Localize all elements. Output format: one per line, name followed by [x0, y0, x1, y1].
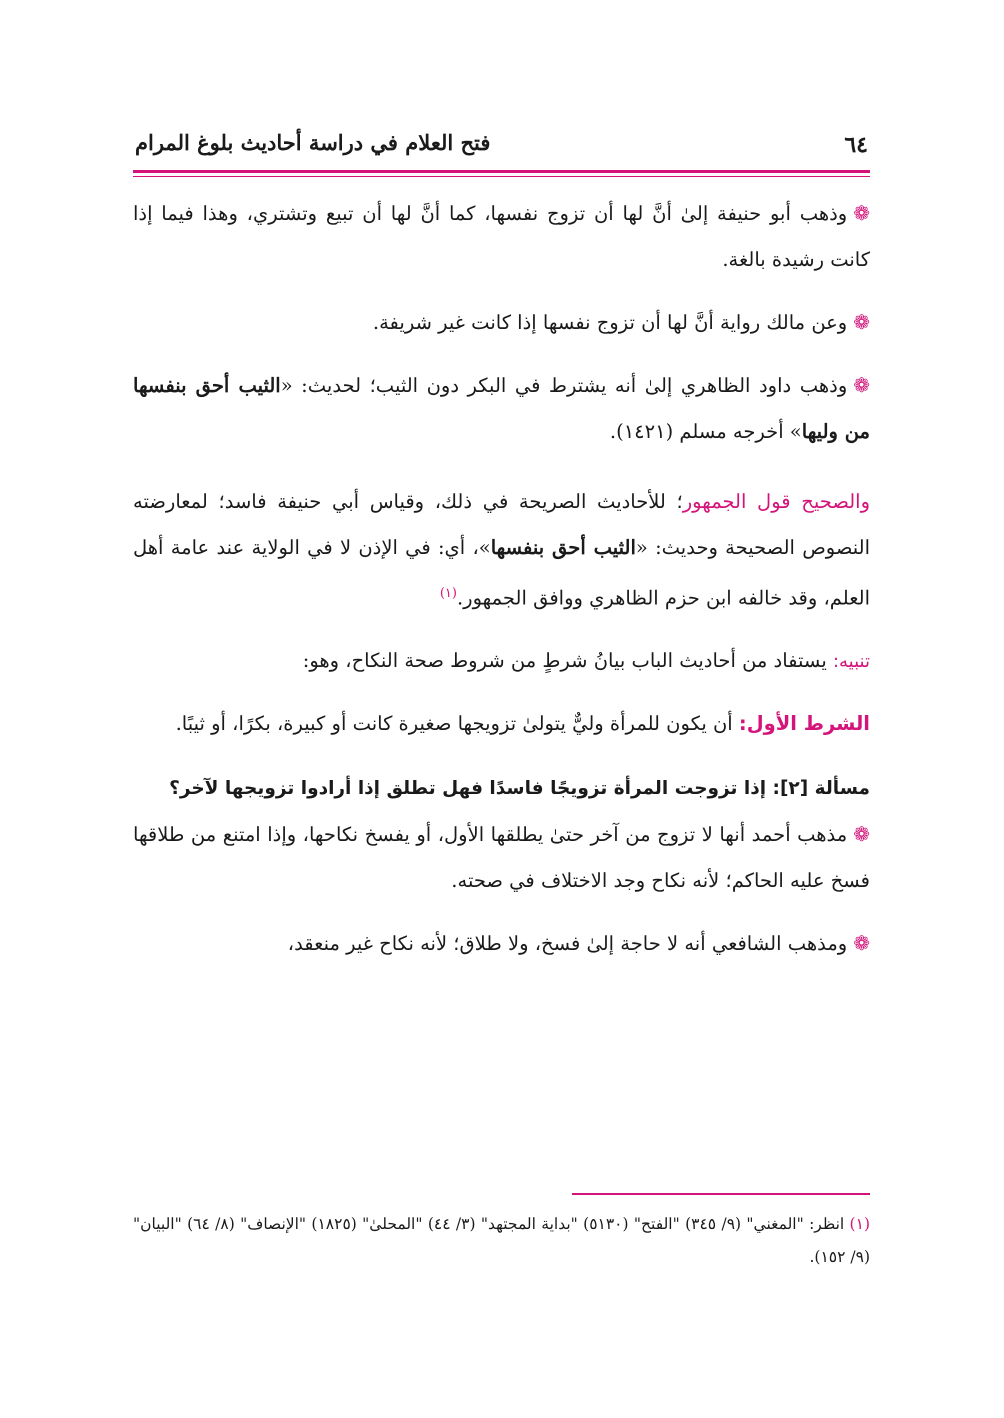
paragraph-text: وذهب داود الظاهري إلىٰ أنه يشترط في البكر دون الثيب؛ لحديث: « — [280, 374, 848, 397]
paragraph-text: ومذهب الشافعي أنه لا حاجة إلىٰ فسخ، ولا طلاق؛ لأنه نكاح غير منعقد، — [287, 931, 848, 955]
header-rule-thin — [133, 176, 870, 177]
verdict-lead: والصحيح قول الجمهور — [682, 490, 871, 513]
tanbih-label: تنبيه: — [832, 650, 870, 672]
paragraph-text: ؛ للأحاديث الصريحة في ذلك، وقياس أبي حنيفة فاسد؛ لمعارضته النصوص الصحيحة وحديث: « — [133, 490, 871, 559]
condition-label: الشرط الأول: — [738, 711, 870, 735]
paragraph-text: »، أي: في الإذن لا في الولاية عند عامة أهل العلم، وقد خالفه ابن حزم الظاهري ووافق الجمهور. — [133, 536, 870, 610]
paragraph-tanbih — [133, 638, 870, 685]
paragraph-abu-hanifa — [133, 190, 870, 283]
paragraph-condition-one — [133, 701, 870, 747]
paragraph-dawud — [133, 362, 870, 455]
paragraph-shafii — [133, 920, 870, 967]
flower-icon: ❁ — [853, 930, 870, 955]
paragraph-text: وعن مالك رواية أنَّ لها أن تزوج نفسها إذا كانت غير شريفة. — [372, 311, 848, 334]
hadith-quote: الثيب أحق بنفسها من وليها — [133, 374, 870, 443]
header-rule-thick — [133, 170, 870, 173]
paragraph-sahih — [133, 479, 870, 622]
flower-icon: ❁ — [853, 821, 870, 846]
paragraph-text: مذهب أحمد أنها لا تزوج من آخر حتىٰ يطلقها الأول، أو يفسخ نكاحها، وإذا امتنع من طلاقها فسخ عليه الحاكم؛ لأنه نكاح وجد الاختلاف في صحته. — [133, 822, 870, 892]
hadith-quote: الثيب أحق بنفسها — [490, 536, 636, 559]
book-page — [133, 118, 871, 1266]
paragraph-text: أن يكون للمرأة وليٌّ يتولىٰ تزويجها صغيرة كانت أو كبيرة، بكرًا، أو ثيبًا. — [175, 711, 739, 735]
running-title: فتح العلام في دراسة أحاديث بلوغ المرام — [135, 130, 491, 155]
paragraph-malik — [133, 299, 870, 346]
paragraph-text: وذهب أبو حنيفة إلىٰ أنَّ لها أن تزوج نفسها، كما أنَّ لها أن تبيع وتشتري، وهذا فيما إذا كانت رشيدة بالغة. — [133, 202, 870, 271]
page-body — [133, 190, 870, 967]
paragraph-text: » أخرجه مسلم (١٤٢١). — [609, 420, 802, 443]
footnote-divider — [572, 1193, 870, 1195]
paragraph-ahmad — [133, 811, 870, 904]
footnote-reference[interactable]: (١) — [439, 586, 457, 601]
flower-icon: ❁ — [853, 201, 870, 225]
masala-heading: مسألة [٢]: إذا تزوجت المرأة تزويجًا فاسدًا فهل تطلق إذا أرادوا تزويجها لآخر؟ — [169, 777, 870, 799]
page-number: ٦٤ — [844, 132, 868, 158]
page-header — [133, 118, 870, 170]
footnote-number: (١) — [849, 1215, 870, 1233]
paragraph-text: يستفاد من أحاديث الباب بيانُ شرطٍ من شروط صحة النكاح، وهو: — [302, 648, 833, 672]
footnote-text: انظر: "المغني" (٩/ ٣٤٥) "الفتح" (٥١٣٠) "بداية المجتهد" (٣/ ٤٤) "المحلىٰ" (١٨٢٥) "الإنصاف" (٨/ ٦٤) "البيان" (٩/ ١٥٢). — [133, 1215, 870, 1266]
footnote — [133, 1208, 870, 1274]
flower-icon: ❁ — [853, 373, 871, 397]
flower-icon: ❁ — [853, 310, 870, 334]
